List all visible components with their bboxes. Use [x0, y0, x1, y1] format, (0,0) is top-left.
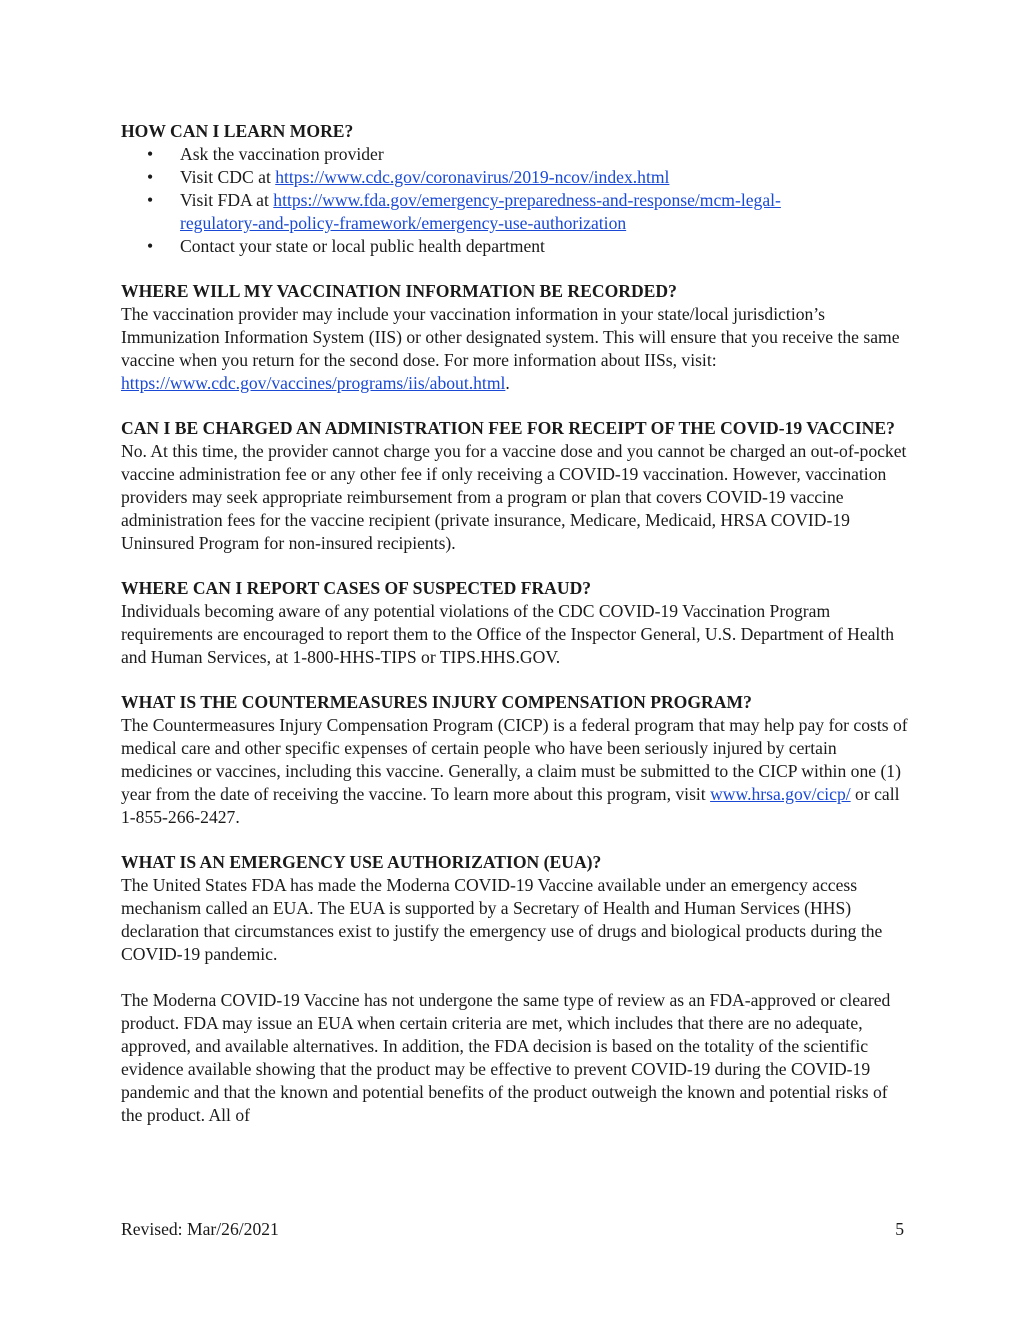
section-heading: WHAT IS THE COUNTERMEASURES INJURY COMPENSATION PROGRAM?	[121, 692, 752, 712]
paragraph-suffix: or call 1-855-266-2427.	[121, 784, 900, 827]
list-item-text: Visit FDA at	[180, 190, 274, 210]
section-recorded	[121, 280, 911, 395]
section-fraud	[121, 577, 911, 669]
document-page	[121, 120, 911, 1149]
section-heading: HOW CAN I LEARN MORE?	[121, 121, 354, 141]
section-heading: CAN I BE CHARGED AN ADMINISTRATION FEE FOR RECEIPT OF THE COVID-19 VACCINE?	[121, 418, 895, 438]
cdc-link[interactable]: https://www.cdc.gov/coronavirus/2019-ncov/index.html	[275, 167, 670, 187]
bullet-list	[121, 143, 911, 258]
paragraph	[121, 714, 911, 829]
section-eua	[121, 851, 911, 1127]
list-item	[121, 143, 911, 166]
fda-link[interactable]: https://www.fda.gov/emergency-preparedness-and-response/mcm-legal-	[273, 190, 781, 210]
hrsa-link[interactable]: www.hrsa.gov/cicp/	[710, 784, 851, 804]
list-item	[121, 235, 911, 258]
bullet-icon: •	[147, 144, 154, 164]
list-item-text: Contact your state or local public health department	[180, 236, 545, 256]
paragraph: The United States FDA has made the Moderna COVID-19 Vaccine available under an emergency access mechanism called an EUA. The EUA is supported by a Secretary of Health and Human Services (HHS) declaration that circumstances exist to justify the emergency use of drugs and biological products during the COVID-19 pandemic.	[121, 875, 883, 964]
bullet-icon: •	[147, 167, 154, 187]
paragraph-text: The vaccination provider may include your vaccination information in your state/local jurisdiction’s Immunization Information System (IIS) or other designated system. This will ensure that you receive the same vaccine when you return for the second dose. For more information about IISs, visit:	[121, 304, 900, 370]
paragraph-suffix: .	[505, 373, 510, 393]
section-heading: WHERE WILL MY VACCINATION INFORMATION BE RECORDED?	[121, 281, 677, 301]
paragraph: The Moderna COVID-19 Vaccine has not undergone the same type of review as an FDA-approved or cleared product. FDA may issue an EUA when certain criteria are met, which includes that there are no adequate, approved, and available alternatives. In addition, the FDA decision is based on the totality of the scientific evidence available showing that the product may be effective to prevent COVID-19 during the COVID-19 pandemic and that the known and potential benefits of the product outweigh the known and potential risks of the product. All of	[121, 990, 891, 1125]
paragraph	[121, 303, 911, 395]
iis-link[interactable]: https://www.cdc.gov/vaccines/programs/iis/about.html	[121, 373, 506, 393]
list-item-text: Ask the vaccination provider	[180, 144, 384, 164]
section-heading: WHAT IS AN EMERGENCY USE AUTHORIZATION (EUA)?	[121, 852, 602, 872]
list-item	[121, 166, 911, 189]
section-cicp	[121, 691, 911, 829]
paragraph-text: The Countermeasures Injury Compensation Program (CICP) is a federal program that may help pay for costs of medical care and other specific expenses of certain people who have been seriously injured by certain medicines or vaccines, including this vaccine. Generally, a claim must be submitted to the CICP within one (1) year from the date of receiving the vaccine. To learn more about this program, visit	[121, 715, 908, 804]
bullet-icon: •	[147, 190, 154, 210]
paragraph: No. At this time, the provider cannot charge you for a vaccine dose and you cannot be charged an out-of-pocket vaccine administration fee or any other fee if only receiving a COVID-19 vaccination. However, vaccination providers may seek appropriate reimbursement from a program or plan that covers COVID-19 vaccine administration fees for the vaccine recipient (private insurance, Medicare, Medicaid, HRSA COVID-19 Uninsured Program for non-insured recipients).	[121, 441, 907, 553]
bullet-icon: •	[147, 236, 154, 256]
revision-date: Revised: Mar/26/2021	[121, 1219, 279, 1239]
section-learn-more	[121, 120, 911, 258]
section-admin-fee	[121, 417, 911, 555]
list-item-text: Visit CDC at	[180, 167, 276, 187]
page-number: 5	[895, 1219, 904, 1239]
paragraph: Individuals becoming aware of any potential violations of the CDC COVID-19 Vaccination Program requirements are encouraged to report them to the Office of the Inspector General, U.S. Department of Health and Human Services, at 1-800-HHS-TIPS or TIPS.HHS.GOV.	[121, 601, 895, 667]
fda-link-continued[interactable]: regulatory-and-policy-framework/emergency-use-authorization	[180, 213, 627, 233]
list-item	[121, 189, 911, 235]
section-heading: WHERE CAN I REPORT CASES OF SUSPECTED FRAUD?	[121, 578, 592, 598]
